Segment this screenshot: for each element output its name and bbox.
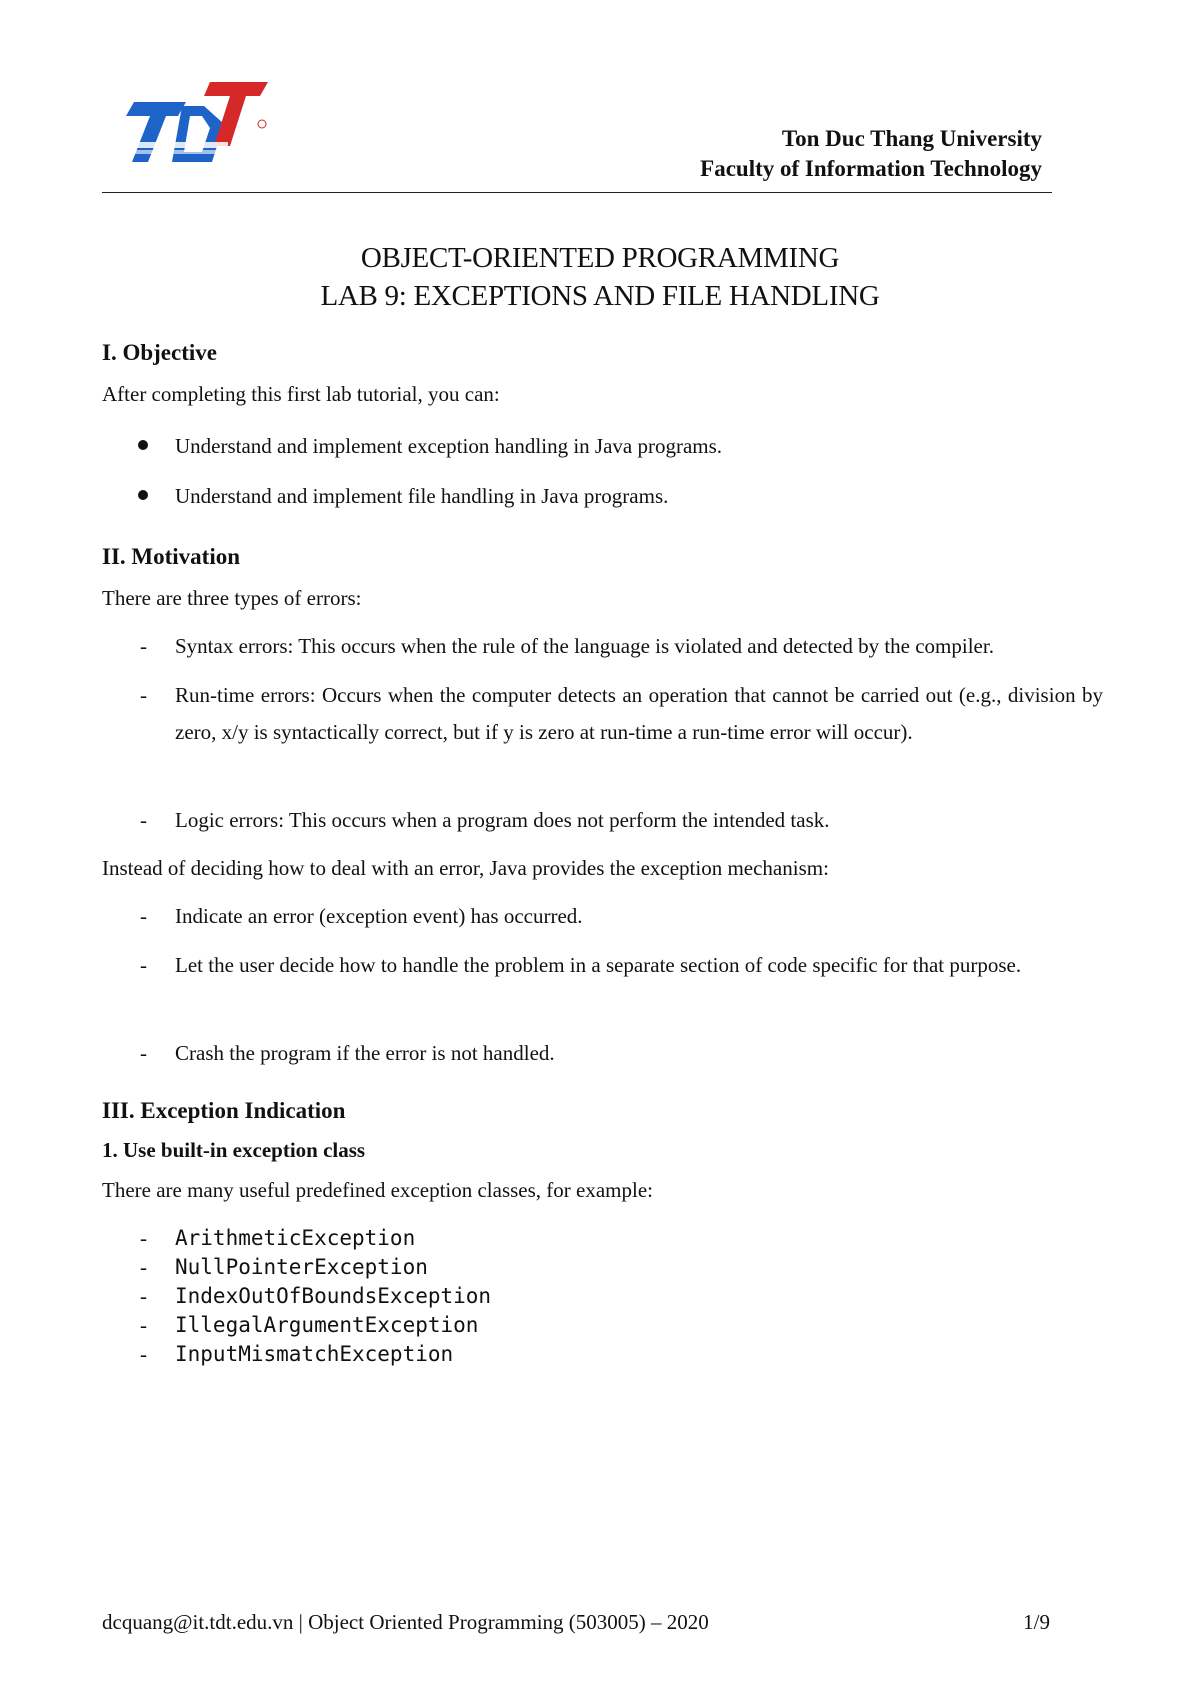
mechanism-intro: Instead of deciding how to deal with an error, Java provides the exception mechanism: [102,856,829,880]
motivation-heading: II. Motivation [102,544,240,569]
faculty-name: Faculty of Information Technology [700,156,1042,181]
dash-marker: - [140,1284,147,1308]
mechanism-item: Indicate an error (exception event) has occurred. [175,904,583,928]
course-title: OBJECT-ORIENTED PROGRAMMING [360,242,840,274]
exception-class: IllegalArgumentException [175,1313,479,1337]
error-item: Syntax errors: This occurs when the rule of the language is violated and detected by the compiler. [175,634,994,658]
header-institution [700,124,1042,184]
objective-bullet: Understand and implement file handling in Java programs. [175,484,669,508]
dash-marker: - [140,808,147,832]
exception-class: IndexOutOfBoundsException [175,1284,492,1308]
dash-marker: - [140,1255,147,1279]
indication-intro: There are many useful predefined exception classes, for example: [102,1178,654,1202]
university-logo [112,76,272,168]
university-name: Ton Duc Thang University [781,126,1042,151]
bullet-icon [138,490,148,500]
dash-marker: - [140,1342,147,1366]
lab-title: LAB 9: EXCEPTIONS AND FILE HANDLING [320,280,880,312]
indication-heading: III. Exception Indication [102,1098,346,1123]
exception-class: InputMismatchException [175,1342,454,1366]
objective-heading: I. Objective [102,340,217,365]
dash-marker: - [140,634,147,658]
mechanism-item: Crash the program if the error is not handled. [175,1041,555,1065]
exception-class: NullPointerException [175,1255,428,1279]
dash-marker: - [140,683,147,707]
dash-marker: - [140,904,147,928]
error-item: Logic errors: This occurs when a program does not perform the intended task. [175,808,830,832]
objective-intro: After completing this first lab tutorial, you can: [102,382,500,406]
dash-marker: - [140,953,147,977]
dash-marker: - [140,1313,147,1337]
error-item: Run-time errors: Occurs when the computer detects an operation that cannot be carried out (e.g., division by zero, x/y is syntactically correct, but if y is zero at run-time a run-time error will occur). [175,683,1103,744]
mechanism-item: Let the user decide how to handle the problem in a separate section of code specific for that purpose. [175,953,1022,977]
dash-marker: - [140,1041,147,1065]
header-divider [102,192,1052,193]
indication-subheading: 1. Use built-in exception class [102,1138,366,1162]
objective-bullet: Understand and implement exception handling in Java programs. [175,434,723,458]
exception-class: ArithmeticException [175,1226,416,1250]
motivation-intro: There are three types of errors: [102,586,362,610]
footer-text: dcquang@it.tdt.edu.vn | Object Oriented Programming (503005) – 2020 [102,1610,709,1634]
bullet-icon [138,440,148,450]
page-number: 1/9 [1023,1610,1050,1634]
dash-marker: - [140,1226,147,1250]
